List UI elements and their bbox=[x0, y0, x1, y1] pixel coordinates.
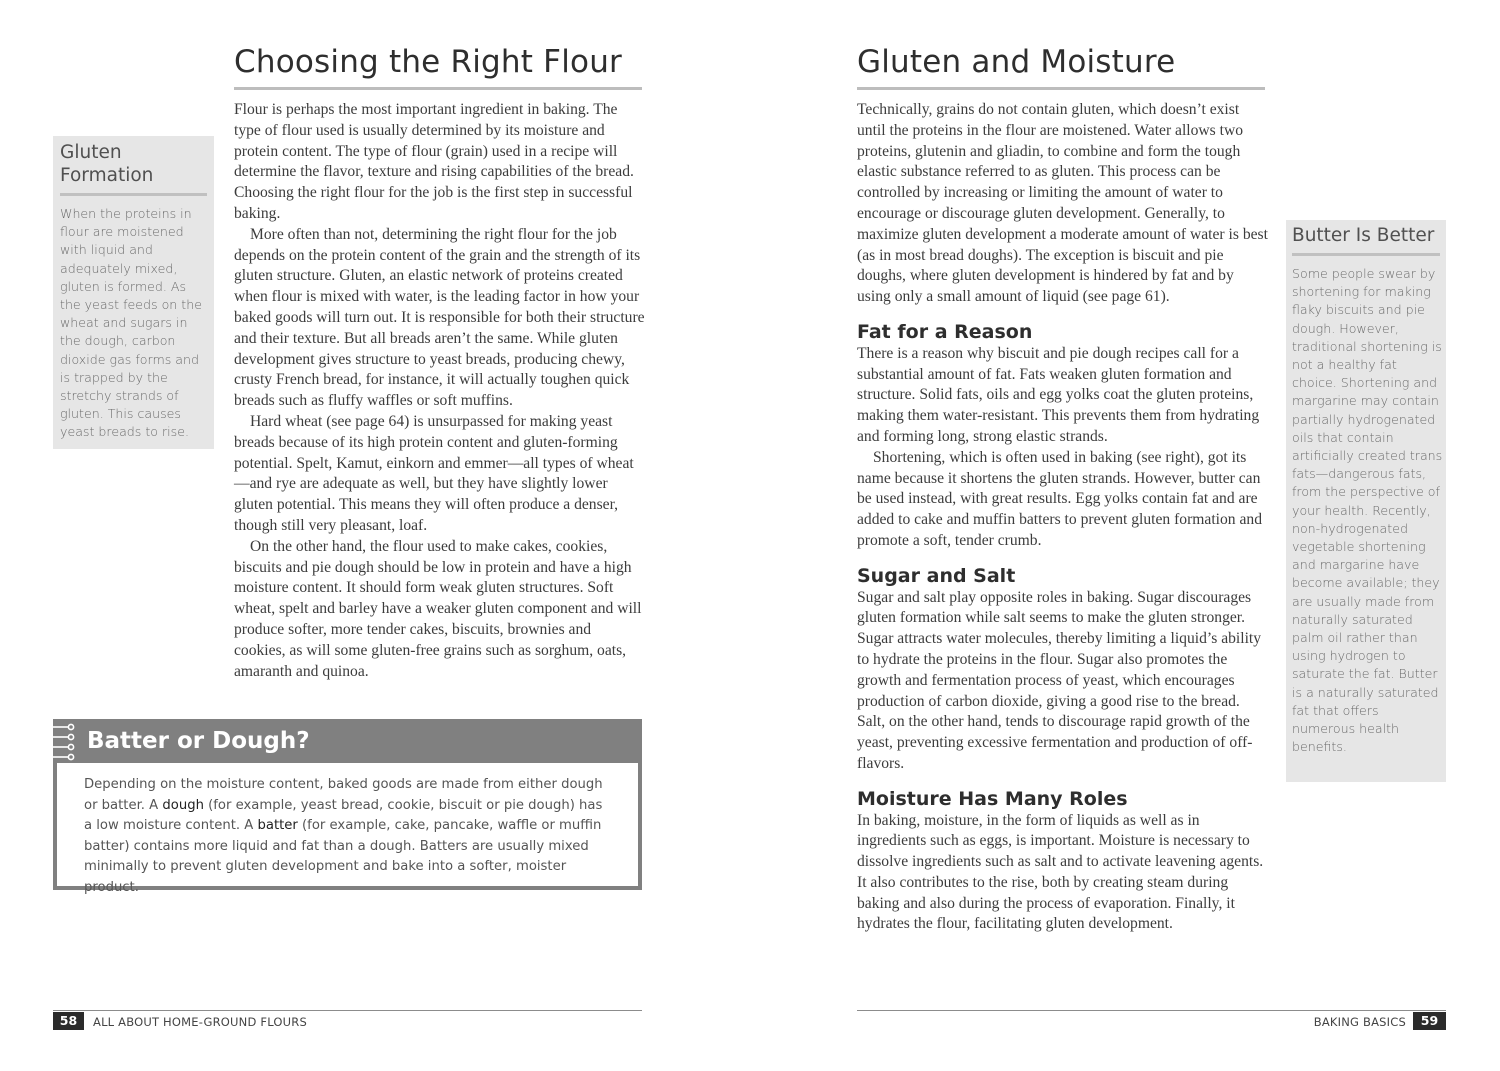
title-underline bbox=[857, 87, 1265, 90]
term-batter: batter bbox=[257, 818, 298, 834]
sidebar-body: Some people swear by shortening for making flaky biscuits and pie dough. However, traditional shortening is not a healthy fat choice. Shortening and margarine may contain partially hydrogenated oils that contain artificially created trans fats—dangerous fats, from the perspective of your health. Recently, non-hydrogenated vegetable shortening and margarine have become available; they are usually made from naturally saturated palm oil rather than using hydrogen to saturate the fat. Butter is a naturally saturated fat that offers numerous health benefits. bbox=[1292, 266, 1443, 755]
page-number-left: 58 bbox=[53, 1012, 84, 1030]
batter-or-dough-box bbox=[53, 719, 642, 895]
intro-paragraph: Technically, grains do not contain gluten, which doesn’t exist until the proteins in the flour are moistened. Water allows two proteins, glutenin and gliadin, to combine and form the tough elastic substance referred to as gluten. This process can be controlled by increasing or limiting the amount of water to encourage or discourage gluten development. Generally, to maximize gluten development a moderate amount of water is best (as in most bread doughs). The exception is biscuit and pie doughs, where gluten development is hindered by fat and by using only a small amount of liquid (see page 61). bbox=[857, 101, 1268, 306]
section-heading: Moisture Has Many Roles bbox=[857, 787, 1128, 810]
paragraph: Flour is perhaps the most important ingredient in baking. The type of flour used is usually determined by its moisture and protein content. The type of flour (grain) used in a recipe will determine the flavor, texture and rising capabilities of the bread. Choosing the right flour for the job is the first step in successful baking. bbox=[234, 101, 634, 222]
title-underline bbox=[234, 87, 642, 90]
sidebar-body: When the proteins in flour are moistened with liquid and adequately mixed, gluten is formed. As the yeast feeds on the wheat and sugars in the dough, carbon dioxide gas forms and is trapped by the stretchy strands of gluten. This causes yeast breads to rise. bbox=[60, 206, 202, 440]
term-dough: dough bbox=[162, 797, 204, 813]
section-heading: Sugar and Salt bbox=[857, 564, 1016, 587]
running-head-left: ALL ABOUT HOME-GROUND FLOURS bbox=[93, 1015, 307, 1029]
section-heading: Fat for a Reason bbox=[857, 320, 1033, 343]
footer-rule-left bbox=[53, 1010, 642, 1011]
paragraph: In baking, moisture, in the form of liquids as well as in ingredients such as eggs, is important. Moisture is necessary to dissolve ingredients such as salt and to activate leavening agents. It also contributes to the rise, both by creating steam during baking and also during the process of evaporation. Finally, it hydrates the flour, facilitating gluten development. bbox=[857, 811, 1264, 933]
sidebar-rule bbox=[60, 193, 207, 196]
sidebar-rule bbox=[1292, 253, 1440, 256]
binder-rings-icon bbox=[53, 721, 77, 763]
page-title-right: Gluten and Moisture bbox=[857, 44, 1176, 80]
left-article-body bbox=[234, 100, 646, 682]
box-body: Depending on the moisture content, baked goods are made from either dough or batter. A dough (for example, yeast bread, cookie, biscuit or pie dough) has a low moisture content. A batter (for example, cake, pancake, waffle or muffin batter) contains more liquid and fat than a dough. Batters are usually mixed minimally to prevent gluten development and bake into a softer, moister product. bbox=[84, 777, 603, 895]
paragraph: On the other hand, the flour used to make cakes, cookies, biscuits and pie dough should be low in protein and have a high moisture content. It should form weak gluten structures. Soft wheat, spelt and barley have a weaker gluten component and will produce softer, more tender cakes, biscuits, brownies and cookies, as will some gluten-free grains such as sorghum, oats, amaranth and quinoa. bbox=[234, 537, 642, 680]
paragraph: There is a reason why biscuit and pie dough recipes call for a substantial amount of fat. Fats weaken gluten formation and structure. Solid fats, oils and egg yolks coat the gluten proteins, making them water-resistant. This prevents them from hydrating and forming long, strong elastic strands. bbox=[857, 344, 1260, 445]
page-number-right: 59 bbox=[1413, 1012, 1446, 1030]
page-title-left: Choosing the Right Flour bbox=[234, 44, 622, 80]
footer-rule-right bbox=[857, 1010, 1446, 1011]
paragraph: Sugar and salt play opposite roles in baking. Sugar discourages gluten formation while salt seems to make the gluten stronger. Sugar attracts water molecules, thereby limiting a liquid’s ability to hydrate the proteins in the flour. Sugar also promotes the growth and fermentation process of yeast, which encourages production of carbon dioxide, giving a good rise to the bread. Salt, on the other hand, tends to discourage rapid growth of the yeast, preventing excessive fermentation and production of off-flavors. bbox=[857, 588, 1262, 772]
running-head-right: BAKING BASICS bbox=[1313, 1015, 1406, 1029]
sidebar-title: Butter Is Better bbox=[1292, 225, 1435, 246]
sidebar-butter-is-better bbox=[1286, 220, 1446, 782]
paragraph: Shortening, which is often used in baking (see right), got its name because it shortens the gluten strands. However, butter can be used instead, with great results. Egg yolks contain fat and are added to cake and muffin batters to prevent gluten formation and promote a soft, tender crumb. bbox=[857, 448, 1263, 549]
box-title: Batter or Dough? bbox=[87, 728, 310, 754]
sidebar-gluten-formation bbox=[53, 136, 214, 449]
paragraph: Hard wheat (see page 64) is unsurpassed for making yeast breads because of its high protein content and gluten-forming potential. Spelt, Kamut, einkorn and emmer—all types of wheat—and rye are adequate as well, but they have slightly lower gluten potential. This means they will often produce a denser, though still very pleasant, loaf. bbox=[234, 412, 634, 534]
sidebar-title: Gluten Formation bbox=[60, 142, 154, 186]
box-header bbox=[57, 723, 638, 763]
paragraph: More often than not, determining the right flour for the job depends on the protein content of the grain and the strength of its gluten structure. Gluten, an elastic network of proteins created when flour is mixed with water, is the leading factor in how your baked goods will turn out. It is responsible for both their structure and their texture. But all breads aren’t the same. While gluten development gives structure to yeast breads, producing chewy, crusty French bread, for instance, it will actually toughen quick breads such as fluffy waffles or soft muffins. bbox=[234, 225, 645, 410]
right-article-body bbox=[857, 100, 1269, 935]
